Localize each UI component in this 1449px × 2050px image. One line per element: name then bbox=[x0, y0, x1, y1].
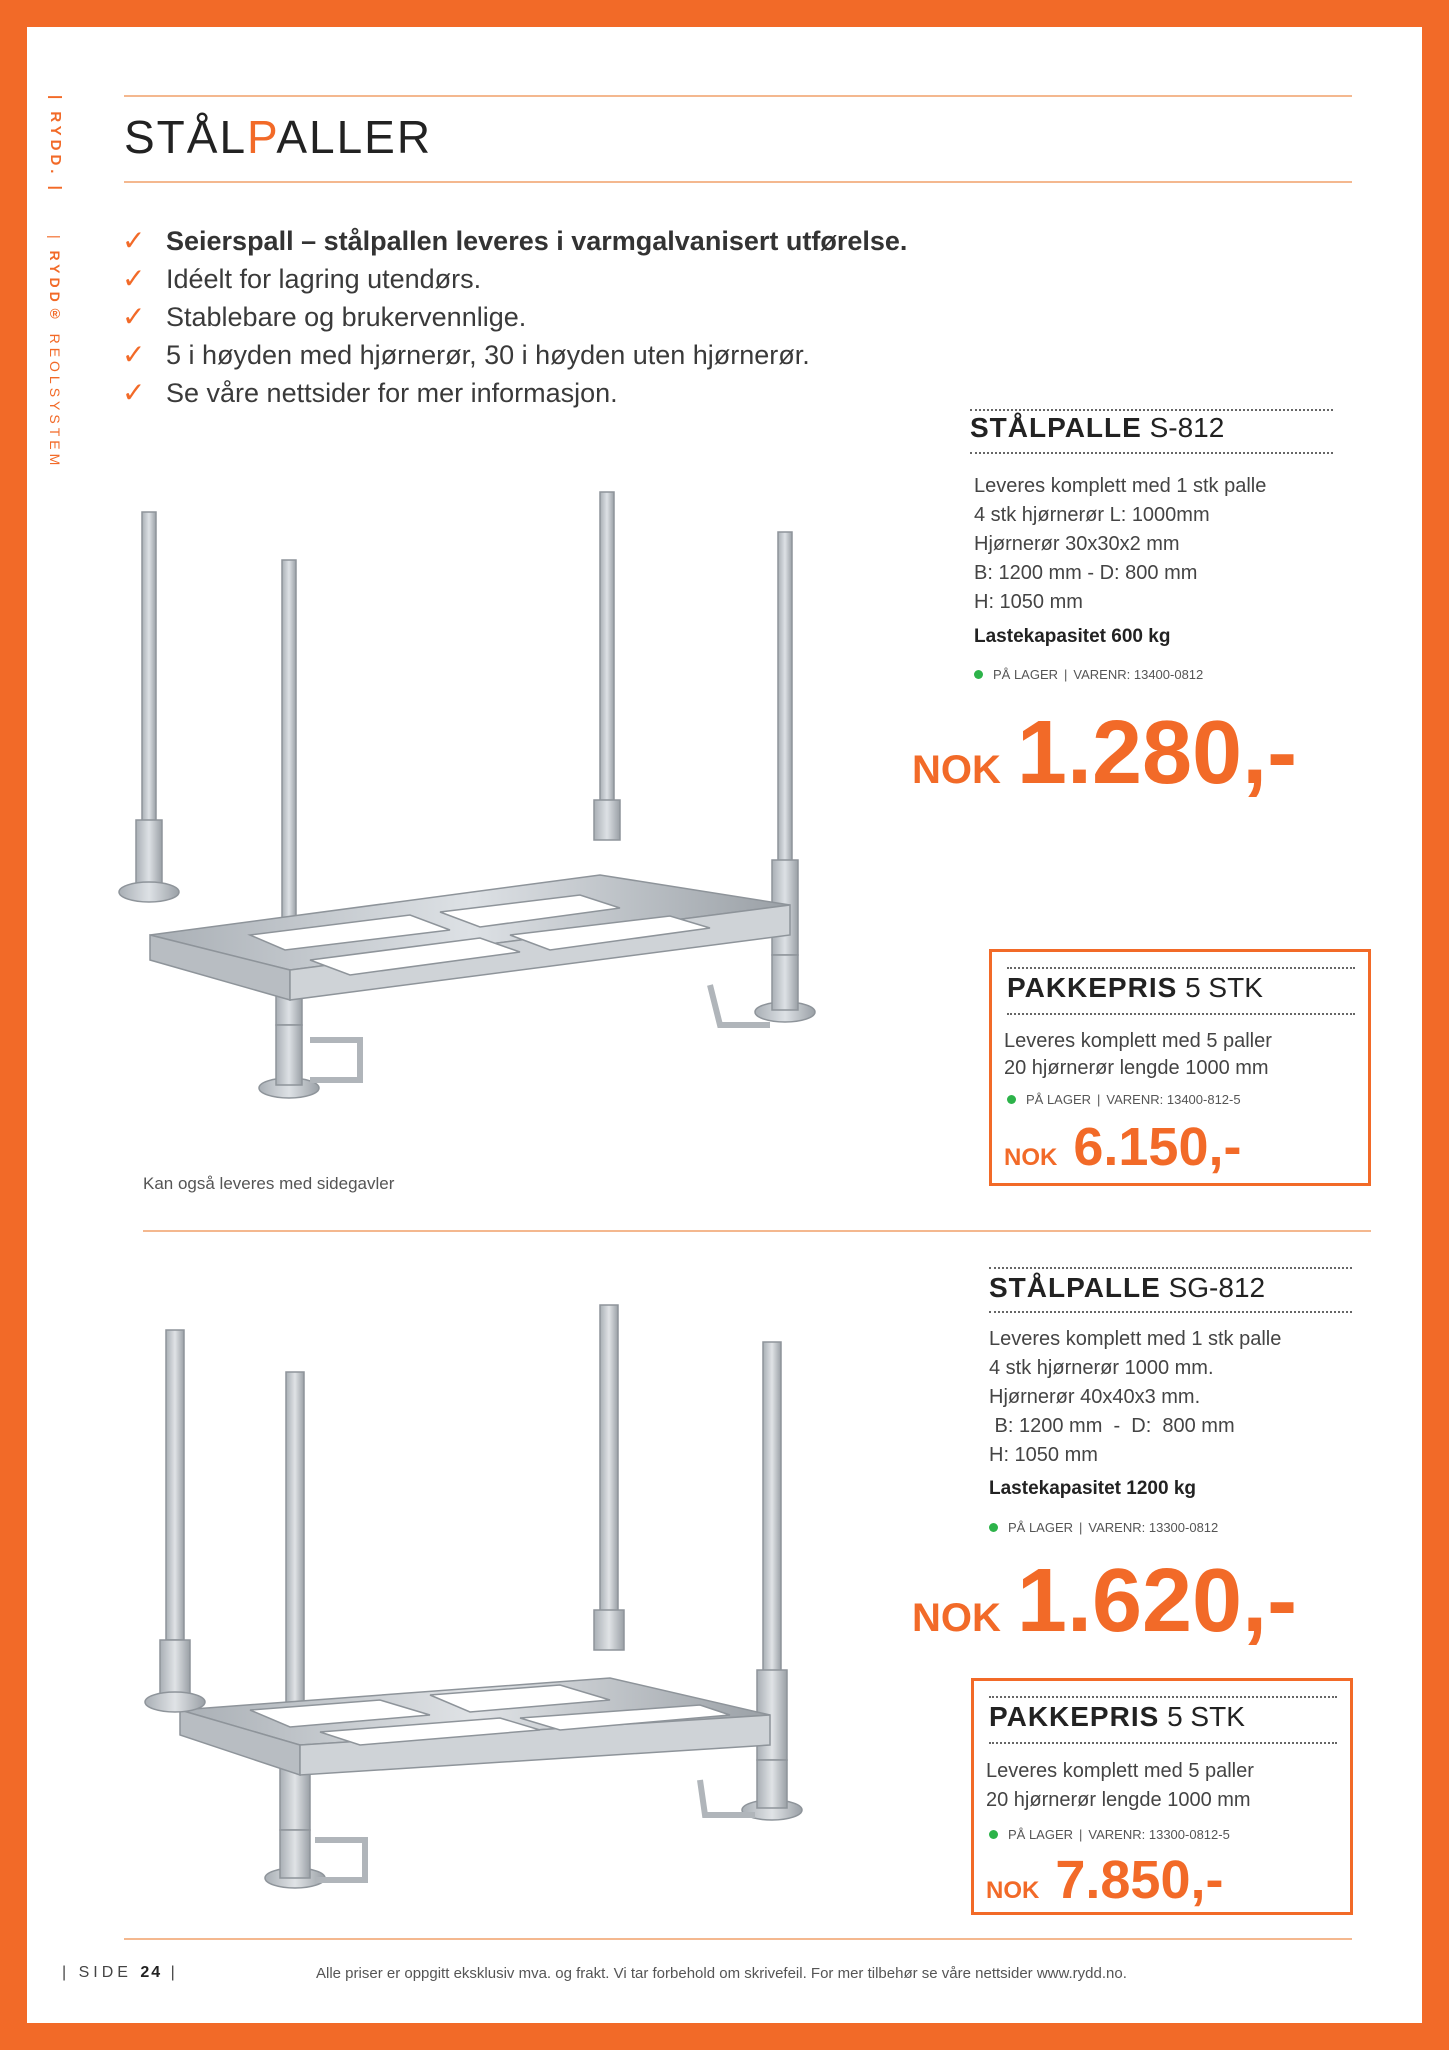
feature-text: 5 i høyden med hjørnerør, 30 i høyden uten hjørnerør. bbox=[166, 340, 810, 370]
pack-title-rule-top bbox=[1007, 967, 1355, 969]
product-title-rule-bottom bbox=[970, 452, 1333, 454]
pack-price bbox=[1004, 1116, 1241, 1178]
product-caption: Kan også leveres med sidegavler bbox=[143, 1174, 395, 1193]
feature-text: Seierspall – stålpallen leveres i varmgalvanisert utførelse. bbox=[166, 226, 908, 256]
pack-title bbox=[989, 1701, 1245, 1733]
item-number: VARENR: 13300-0812-5 bbox=[1088, 1827, 1230, 1842]
product-specs bbox=[974, 472, 1266, 617]
price-currency: NOK bbox=[1004, 1144, 1058, 1171]
feature-item bbox=[122, 222, 907, 260]
spec-line: Leveres komplett med 1 stk palle bbox=[989, 1328, 1282, 1350]
price-amount: 6.150,- bbox=[1073, 1117, 1242, 1177]
pack-line: Leveres komplett med 5 paller bbox=[986, 1760, 1254, 1782]
spec-line: B: 1200 mm - D: 800 mm bbox=[974, 562, 1198, 584]
pack-price bbox=[986, 1849, 1223, 1911]
page-label: | SIDE bbox=[62, 1964, 132, 1981]
checkmark-icon: ✓ bbox=[122, 339, 146, 370]
spec-line: B: 1200 mm - D: 800 mm bbox=[989, 1415, 1235, 1437]
frame-bottom-border bbox=[0, 2023, 1449, 2050]
frame-left-border bbox=[0, 0, 27, 2050]
pack-line: Leveres komplett med 5 paller bbox=[1004, 1030, 1272, 1052]
page-number bbox=[62, 1964, 179, 1982]
item-number: VARENR: 13400-812-5 bbox=[1106, 1092, 1241, 1107]
page-number-value: 24 bbox=[140, 1964, 163, 1981]
pack-stock-status: PÅ LAGER | VARENR: 13400-812-5 bbox=[1007, 1092, 1241, 1107]
feature-text: Stablebare og brukervennlige. bbox=[166, 302, 527, 332]
feature-item bbox=[122, 298, 907, 336]
item-number: VARENR: 13400-0812 bbox=[1073, 667, 1204, 682]
price-currency: NOK bbox=[986, 1877, 1040, 1904]
feature-text: Idéelt for lagring utendørs. bbox=[166, 264, 482, 294]
pack-title-bold: PAKKEPRIS bbox=[989, 1701, 1160, 1732]
feature-list bbox=[122, 222, 907, 412]
product-title-rule-bottom bbox=[989, 1311, 1352, 1313]
footer-rule bbox=[124, 1938, 1352, 1940]
header-rule-top bbox=[124, 95, 1352, 97]
pack-title-qty: 5 STK bbox=[1185, 972, 1263, 1003]
in-stock-dot-icon bbox=[989, 1523, 998, 1532]
feature-item bbox=[122, 336, 907, 374]
pack-price-box bbox=[971, 1678, 1353, 1915]
checkmark-icon: ✓ bbox=[122, 377, 146, 408]
product-price bbox=[912, 702, 1297, 805]
title-part-1: STÅL bbox=[124, 111, 248, 163]
pack-title-qty: 5 STK bbox=[1167, 1701, 1245, 1732]
pack-title-rule-bottom bbox=[1007, 1013, 1355, 1015]
load-capacity: Lastekapasitet 600 kg bbox=[974, 626, 1171, 647]
stock-status: PÅ LAGER | VARENR: 13300-0812 bbox=[989, 1520, 1218, 1535]
pack-title-rule-bottom bbox=[989, 1742, 1337, 1744]
side-brand-text: REOLSYSTEM bbox=[47, 333, 63, 470]
title-accent-letter: P bbox=[247, 111, 277, 163]
spec-line: Leveres komplett med 1 stk palle bbox=[974, 475, 1267, 497]
product-model: SG-812 bbox=[1168, 1272, 1266, 1303]
pack-line: 20 hjørnerør lengde 1000 mm bbox=[1004, 1057, 1269, 1079]
spec-line: Hjørnerør 30x30x2 mm bbox=[974, 533, 1180, 555]
price-amount: 1.620,- bbox=[1016, 1551, 1298, 1651]
in-stock-dot-icon bbox=[989, 1830, 998, 1839]
load-capacity: Lastekapasitet 1200 kg bbox=[989, 1478, 1197, 1499]
steel-pallet-s812-photo bbox=[110, 480, 830, 1120]
product-specs bbox=[989, 1325, 1281, 1470]
pack-title bbox=[1007, 972, 1263, 1004]
page-label-end: | bbox=[170, 1964, 179, 1981]
frame-top-border bbox=[0, 0, 1449, 27]
side-brand-subtitle: | RYDD® REOLSYSTEM bbox=[47, 235, 63, 470]
in-stock-dot-icon bbox=[1007, 1095, 1016, 1104]
frame-right-border bbox=[1422, 0, 1449, 2050]
pack-stock-status: PÅ LAGER | VARENR: 13300-0812-5 bbox=[989, 1827, 1230, 1842]
price-currency: NOK bbox=[912, 748, 1001, 792]
product-title-rule-top bbox=[970, 409, 1333, 411]
price-currency: NOK bbox=[912, 1596, 1001, 1640]
checkmark-icon: ✓ bbox=[122, 225, 146, 256]
product-title-rule-top bbox=[989, 1267, 1352, 1269]
steel-pallet-sg812-photo bbox=[140, 1290, 820, 1890]
product-title bbox=[989, 1272, 1265, 1304]
feature-item bbox=[122, 374, 907, 412]
section-divider bbox=[143, 1230, 1371, 1232]
product-model: S-812 bbox=[1149, 412, 1225, 443]
item-number: VARENR: 13300-0812 bbox=[1088, 1520, 1219, 1535]
pack-title-rule-top bbox=[989, 1696, 1337, 1698]
title-part-2: ALLER bbox=[276, 111, 433, 163]
in-stock-dot-icon bbox=[974, 670, 983, 679]
checkmark-icon: ✓ bbox=[122, 301, 146, 332]
page-title bbox=[124, 110, 432, 164]
checkmark-icon: ✓ bbox=[122, 263, 146, 294]
feature-item bbox=[122, 260, 907, 298]
stock-label: PÅ LAGER bbox=[1008, 1520, 1074, 1535]
pack-title-bold: PAKKEPRIS bbox=[1007, 972, 1178, 1003]
stock-label: PÅ LAGER bbox=[1008, 1827, 1074, 1842]
pack-line: 20 hjørnerør lengde 1000 mm bbox=[986, 1789, 1251, 1811]
side-brand-name: RYDD® bbox=[47, 250, 63, 326]
spec-line: H: 1050 mm bbox=[989, 1444, 1098, 1466]
price-amount: 1.280,- bbox=[1016, 703, 1298, 803]
side-brand-logo: | RYDD. | bbox=[47, 95, 64, 194]
feature-text: Se våre nettsider for mer informasjon. bbox=[166, 378, 618, 408]
stock-label: PÅ LAGER bbox=[1026, 1092, 1092, 1107]
product-name: STÅLPALLE bbox=[989, 1272, 1161, 1303]
spec-line: 4 stk hjørnerør 1000 mm. bbox=[989, 1357, 1214, 1379]
product-name: STÅLPALLE bbox=[970, 412, 1142, 443]
spec-line: Hjørnerør 40x40x3 mm. bbox=[989, 1386, 1201, 1408]
spec-line: H: 1050 mm bbox=[974, 591, 1083, 613]
price-amount: 7.850,- bbox=[1055, 1850, 1224, 1910]
product-price bbox=[912, 1550, 1297, 1653]
pack-specs bbox=[986, 1757, 1254, 1815]
footer-disclaimer: Alle priser er oppgitt eksklusiv mva. og frakt. Vi tar forbehold om skrivefeil. For mer tilbehør se våre nettsider www.rydd.no. bbox=[316, 1965, 1127, 1982]
pack-price-box bbox=[989, 949, 1371, 1186]
header-rule-bottom bbox=[124, 181, 1352, 183]
stock-status: PÅ LAGER | VARENR: 13400-0812 bbox=[974, 667, 1203, 682]
stock-label: PÅ LAGER bbox=[993, 667, 1059, 682]
spec-line: 4 stk hjørnerør L: 1000mm bbox=[974, 504, 1210, 526]
pack-specs bbox=[1004, 1028, 1272, 1082]
product-title bbox=[970, 412, 1224, 444]
